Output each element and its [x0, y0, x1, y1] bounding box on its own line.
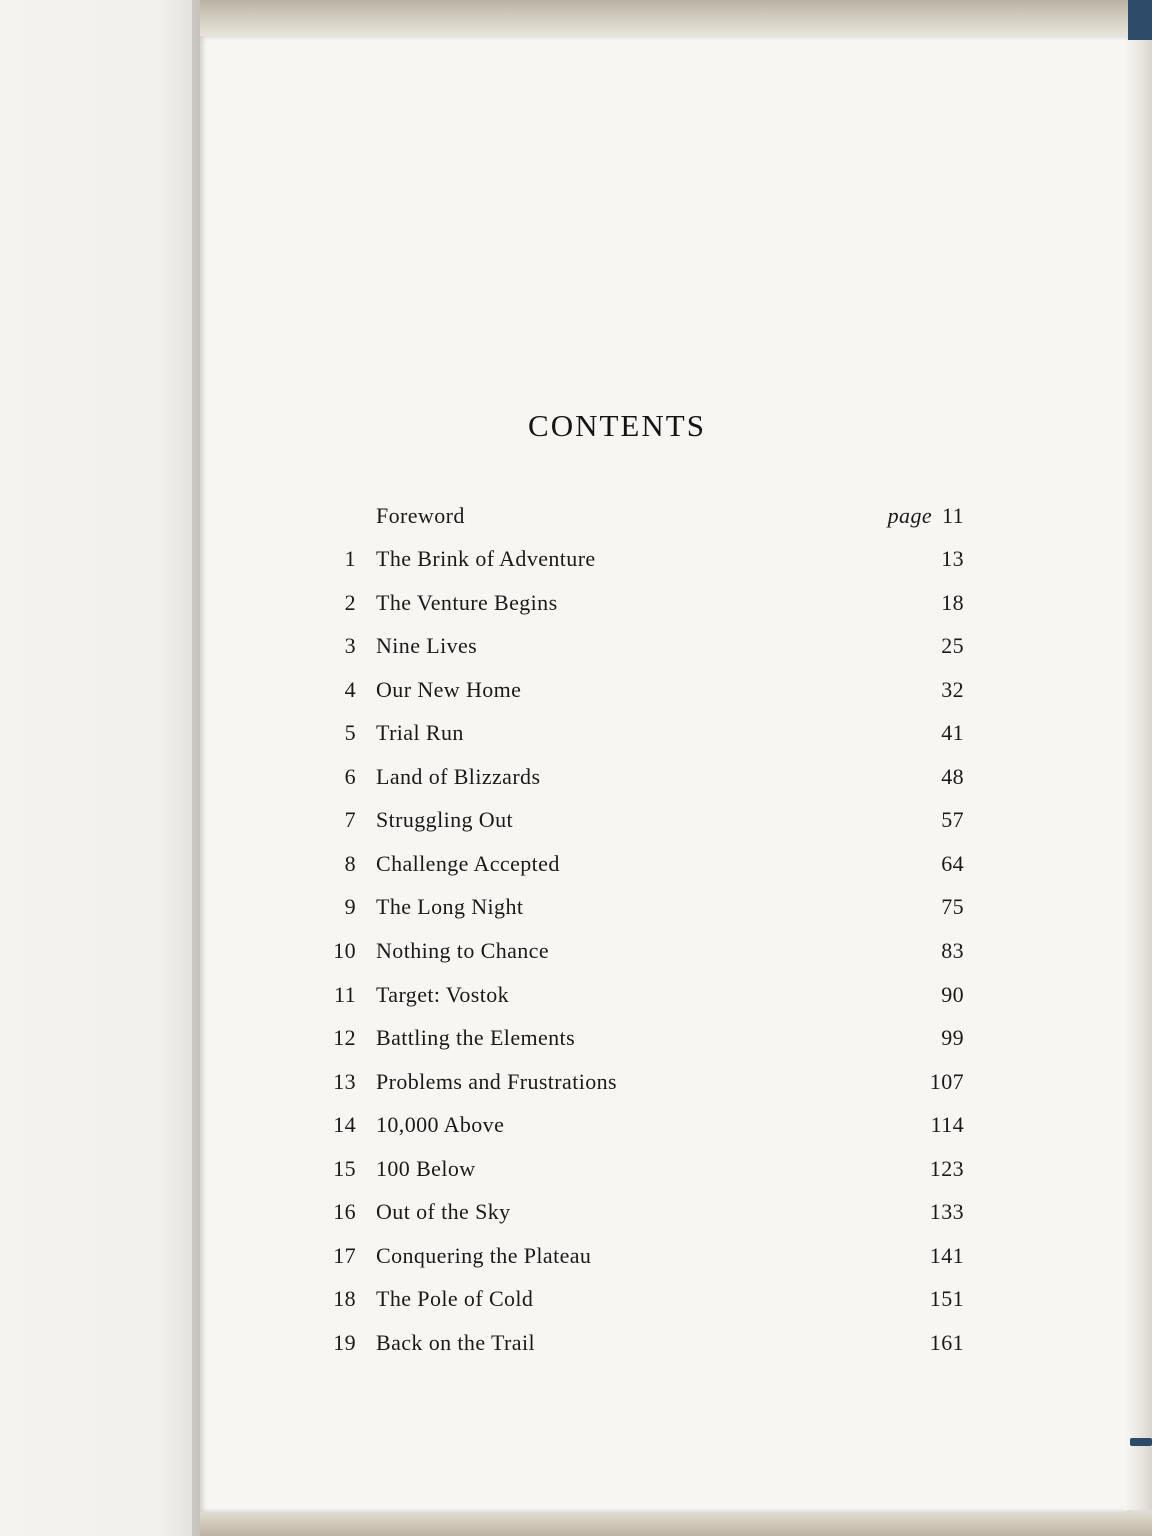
toc-page: 133	[929, 1199, 964, 1225]
toc-chapter-number: 1	[344, 546, 356, 571]
toc-title: Our New Home	[376, 676, 522, 702]
toc-title: Battling the Elements	[376, 1025, 576, 1051]
toc-row	[318, 720, 964, 760]
toc-row	[318, 633, 964, 673]
toc-page: 48	[941, 763, 964, 789]
toc-row	[318, 982, 964, 1022]
toc-page: 11	[942, 503, 964, 528]
toc-page: 161	[929, 1329, 964, 1355]
toc-page: 32	[941, 676, 964, 702]
toc-page: 141	[929, 1242, 964, 1268]
toc-page: 123	[929, 1155, 964, 1181]
toc-chapter-number: 5	[344, 720, 356, 746]
toc-title: Problems and Frustrations	[376, 1068, 617, 1094]
contents-heading: CONTENTS	[528, 408, 706, 443]
toc-row	[318, 1286, 964, 1326]
toc-chapter-number: 10	[333, 937, 356, 963]
toc-chapter-number: 8	[344, 850, 356, 876]
toc-page: 151	[929, 1286, 964, 1312]
toc-title: Nothing to Chance	[376, 937, 549, 963]
toc-title: Back on the Trail	[376, 1329, 535, 1355]
toc-row	[318, 894, 964, 934]
toc-row	[318, 677, 964, 717]
toc-row	[318, 1112, 964, 1152]
toc-title: Trial Run	[376, 720, 464, 746]
toc-chapter-number: 12	[333, 1025, 356, 1051]
toc-row-foreword	[318, 503, 964, 543]
toc-title: Out of the Sky	[376, 1199, 511, 1225]
toc-chapter-number: 16	[333, 1199, 356, 1225]
toc-row	[318, 1243, 964, 1283]
page-edge	[1124, 40, 1152, 1510]
toc-page: 99	[941, 1025, 964, 1051]
toc-title: The Brink of Adventure	[376, 546, 596, 571]
toc-page: 41	[941, 720, 964, 746]
toc-chapter-number: 3	[344, 633, 356, 659]
toc-page: 75	[941, 894, 964, 920]
toc-title: The Long Night	[376, 894, 524, 920]
toc-page: 83	[941, 937, 964, 963]
toc-page-cell	[874, 503, 964, 529]
toc-row	[318, 546, 964, 586]
toc-page: 25	[941, 633, 964, 659]
toc-row	[318, 1330, 964, 1370]
toc-chapter-number: 13	[333, 1068, 356, 1094]
toc-page: 57	[941, 807, 964, 833]
toc-row	[318, 1199, 964, 1239]
toc-chapter-number: 9	[344, 894, 356, 920]
toc-row	[318, 851, 964, 891]
cover-corner	[1130, 1438, 1152, 1446]
toc-title: The Venture Begins	[376, 589, 558, 615]
toc-row	[318, 1025, 964, 1065]
toc-chapter-number: 15	[333, 1155, 356, 1181]
toc-title: Nine Lives	[376, 633, 478, 659]
book-cover-bottom	[200, 1508, 1152, 1536]
toc-title: Target: Vostok	[376, 981, 510, 1007]
left-page	[0, 0, 200, 1536]
toc-row	[318, 807, 964, 847]
toc-page: 107	[929, 1068, 964, 1094]
toc-row	[318, 1156, 964, 1196]
toc-chapter-number: 11	[334, 981, 356, 1007]
toc-page: 13	[941, 546, 964, 571]
toc-title: Challenge Accepted	[376, 850, 560, 876]
toc-title: 10,000 Above	[376, 1112, 505, 1138]
toc-row	[318, 764, 964, 804]
toc-title: Land of Blizzards	[376, 763, 541, 789]
toc-title: Foreword	[376, 503, 465, 528]
toc-row	[318, 1069, 964, 1109]
page-label: page	[887, 503, 933, 528]
toc-chapter-number: 6	[344, 763, 356, 789]
toc-chapter-number: 19	[333, 1329, 356, 1355]
toc-row	[318, 590, 964, 630]
toc-chapter-number: 7	[344, 807, 356, 833]
toc-page: 114	[930, 1112, 964, 1138]
toc-page: 18	[941, 589, 964, 615]
toc-title: Conquering the Plateau	[376, 1242, 592, 1268]
toc-chapter-number: 17	[333, 1242, 356, 1268]
toc-page: 64	[941, 850, 964, 876]
toc-title: Struggling Out	[376, 807, 513, 833]
book-cover-top	[200, 0, 1152, 40]
toc-chapter-number: 2	[344, 589, 356, 615]
toc-row	[318, 938, 964, 978]
toc-title: The Pole of Cold	[376, 1286, 534, 1312]
toc-chapter-number: 18	[333, 1286, 356, 1312]
toc-title: 100 Below	[376, 1155, 476, 1181]
toc-chapter-number: 14	[333, 1112, 356, 1138]
toc-page: 90	[941, 981, 964, 1007]
toc-chapter-number: 4	[344, 676, 356, 702]
